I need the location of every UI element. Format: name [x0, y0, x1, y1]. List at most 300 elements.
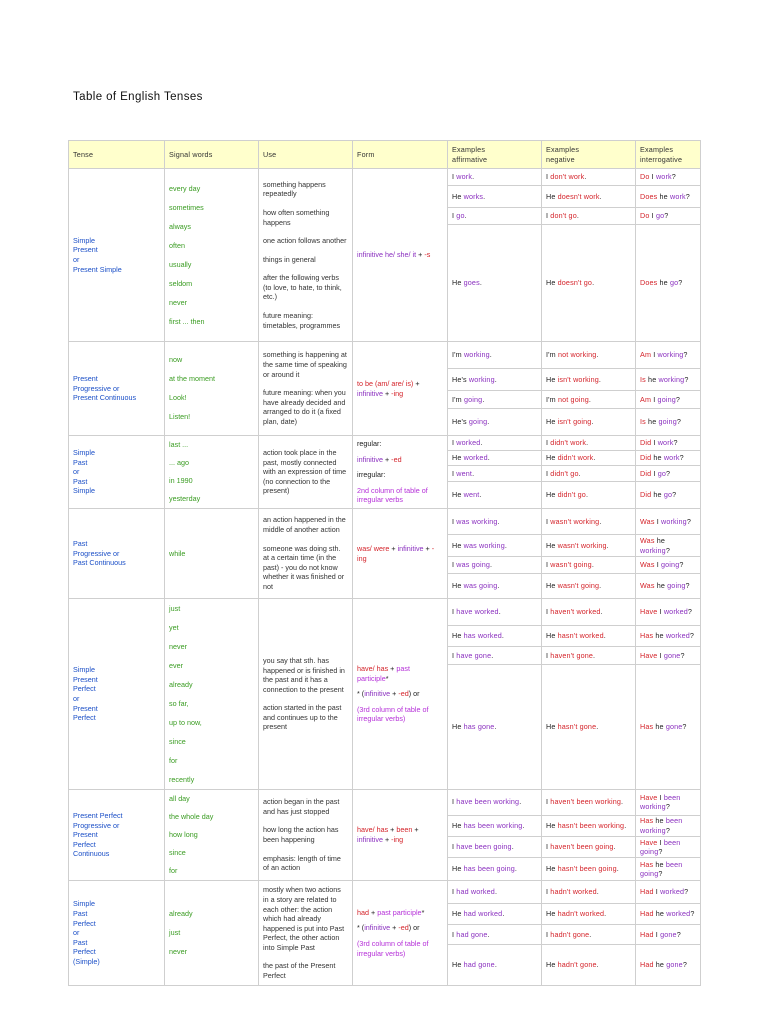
example-affirmative-part: .	[487, 417, 490, 427]
signal-word: for	[169, 866, 178, 876]
example-affirmative	[448, 858, 542, 881]
header-tense	[69, 141, 165, 169]
example-interrogative-part: Am	[640, 394, 652, 404]
example-affirmative-part: .	[494, 722, 497, 732]
example-affirmative-part: He	[452, 490, 464, 500]
signal-word: so far,	[169, 698, 189, 708]
example-interrogative-part: Did	[640, 438, 652, 447]
example-interrogative-part: I	[651, 394, 658, 404]
example-negative-part: .	[613, 842, 616, 852]
example-interrogative-part: I	[649, 172, 656, 182]
example-affirmative	[448, 904, 542, 925]
use-item: something is happening at the same time of speaking or around it	[263, 350, 347, 379]
form-part: have/ has	[357, 825, 389, 835]
example-affirmative-part: worked	[456, 438, 481, 447]
example-interrogative-part: ?	[679, 453, 684, 463]
example-negative-part: .	[599, 516, 602, 526]
tense-name: Present Progressive or Present Continuous	[73, 374, 137, 403]
example-negative	[542, 858, 636, 881]
example-negative-part: .	[624, 820, 627, 830]
example-negative	[542, 625, 636, 646]
tense-name: Past Progressive or Past Continuous	[73, 539, 126, 568]
header-use	[259, 141, 353, 169]
example-affirmative-part: .	[482, 394, 485, 404]
example-interrogative-part: he	[657, 191, 670, 201]
example-interrogative-part: ?	[682, 722, 687, 732]
form-line	[357, 689, 443, 699]
example-interrogative	[636, 881, 701, 904]
example-affirmative-part: have been going	[456, 842, 512, 852]
signal-word: in 1990	[169, 476, 193, 486]
header-examples-affirmative-label: Examples affirmative	[452, 144, 488, 164]
example-affirmative-part: .	[472, 468, 475, 478]
form-cell	[353, 881, 448, 986]
form-part: (3rd column of table of irregular verbs)	[357, 939, 429, 958]
example-affirmative-part: was working	[463, 540, 505, 550]
example-affirmative-part: had worked	[463, 909, 503, 919]
form-part: +	[413, 378, 420, 388]
example-interrogative	[636, 925, 701, 945]
use-item: things in general	[263, 254, 316, 264]
use-item: something happens repeatedly	[263, 179, 326, 199]
example-negative-part: .	[596, 350, 599, 360]
example-negative-part: He	[546, 490, 558, 500]
example-negative	[542, 837, 636, 858]
example-affirmative-part: I	[452, 560, 457, 570]
example-interrogative-part: work	[657, 438, 674, 447]
example-interrogative-part: work	[655, 172, 672, 182]
example-negative-part: He	[546, 191, 558, 201]
example-affirmative-part: He	[452, 960, 464, 970]
signal-word: already	[169, 679, 193, 689]
example-interrogative-part: Is	[640, 417, 646, 427]
example-negative-part: .	[589, 929, 592, 939]
use-item: someone was doing sth. at a certain time (in the past) - you do not know whether it was finished or not	[263, 543, 345, 591]
example-interrogative-part: he	[653, 722, 666, 732]
example-affirmative	[448, 186, 542, 208]
signal-word: just	[169, 928, 181, 938]
example-affirmative-part: I	[452, 172, 457, 182]
example-interrogative	[636, 169, 701, 186]
example-affirmative-part: has been going	[463, 864, 515, 874]
example-affirmative-part: He	[452, 864, 464, 874]
example-affirmative	[448, 208, 542, 225]
use-item: action took place in the past, mostly connected with an expression of time (no connection to the present)	[263, 448, 347, 496]
example-interrogative-part: ?	[690, 909, 695, 919]
example-affirmative-part: was going	[463, 581, 498, 591]
example-interrogative-part: gone	[663, 650, 681, 660]
example-interrogative-part: Had	[640, 887, 654, 897]
form-part: been	[396, 825, 413, 835]
example-interrogative-part: going	[657, 394, 676, 404]
form-part: past participle	[357, 664, 410, 683]
example-negative-part: haven't been working	[550, 797, 621, 807]
example-negative-part: .	[596, 722, 599, 732]
example-interrogative	[636, 790, 701, 816]
example-interrogative-part: ?	[682, 960, 687, 970]
table-row	[69, 342, 701, 369]
example-negative-part: I	[546, 797, 551, 807]
example-interrogative-part: working	[661, 516, 687, 526]
example-negative-part: .	[591, 560, 594, 570]
example-affirmative-part: He	[452, 581, 464, 591]
example-negative-part: .	[592, 278, 595, 288]
example-affirmative-part: goes	[463, 278, 480, 288]
example-negative-part: isn't going	[557, 417, 592, 427]
example-negative-part: hasn't worked	[557, 631, 604, 641]
example-affirmative-part: .	[490, 560, 493, 570]
signal-words-cell	[165, 509, 259, 599]
example-interrogative	[636, 450, 701, 466]
table-row	[69, 790, 701, 816]
example-negative-part: He	[546, 540, 558, 550]
use-cell	[259, 790, 353, 881]
form-line	[357, 825, 443, 844]
signal-word: Listen!	[169, 412, 191, 422]
example-affirmative-part: working	[468, 374, 495, 384]
form-part: *	[421, 907, 425, 917]
example-negative-part: hadn't gone	[550, 929, 590, 939]
form-line	[357, 470, 443, 480]
example-interrogative	[636, 837, 701, 858]
signal-word: never	[169, 297, 187, 307]
table-row	[69, 509, 701, 535]
signal-word: while	[169, 548, 186, 558]
example-negative	[542, 881, 636, 904]
example-negative-part: I	[546, 929, 551, 939]
example-affirmative-part: I	[452, 842, 457, 852]
signal-word: never	[169, 947, 187, 957]
example-negative-part: didn't go	[550, 468, 579, 478]
example-negative	[542, 342, 636, 369]
example-negative-part: .	[588, 394, 592, 404]
example-negative-part: hasn't gone	[557, 722, 597, 732]
header-examples-affirmative	[448, 141, 542, 169]
form-part: to be (am/ are/ is)	[357, 378, 414, 388]
example-negative-part: doesn't go	[557, 278, 593, 288]
example-interrogative	[636, 945, 701, 986]
header-tense-label: Tense	[73, 149, 94, 159]
form-part: 2nd column of table of irregular verbs	[357, 485, 428, 505]
example-interrogative-part: working	[658, 374, 685, 384]
example-affirmative-part: went	[456, 468, 473, 478]
example-interrogative-part: ?	[664, 211, 669, 221]
header-row	[69, 141, 701, 169]
example-affirmative-part: .	[494, 374, 497, 384]
example-affirmative	[448, 369, 542, 391]
example-negative-part: isn't working	[557, 374, 599, 384]
example-interrogative-part: Did	[640, 468, 652, 478]
example-affirmative-part: I	[452, 468, 457, 478]
example-negative-part: He	[546, 417, 558, 427]
form-line	[357, 664, 443, 683]
example-affirmative-part: .	[464, 211, 467, 221]
form-part: -ed	[398, 923, 409, 933]
example-interrogative-part: ?	[676, 417, 681, 427]
example-interrogative	[636, 208, 701, 225]
form-part: have/ has	[357, 664, 389, 674]
example-interrogative-part: Does	[640, 191, 658, 201]
signal-word: last ...	[169, 440, 189, 450]
signal-word: Look!	[169, 393, 187, 403]
example-negative	[542, 186, 636, 208]
use-item: how often something happens	[263, 207, 330, 227]
example-affirmative-part: He	[452, 722, 464, 732]
example-affirmative-part: has gone	[463, 722, 495, 732]
example-interrogative-part: going	[658, 417, 677, 427]
example-interrogative-part: I	[653, 887, 661, 897]
example-affirmative-part: .	[487, 929, 490, 939]
tense-cell	[69, 599, 165, 790]
example-interrogative-part: ?	[679, 560, 684, 570]
use-item: mostly when two actions in a story are related to each other: the action which had already happened is put into Past Perfect, the other action into Simple Past	[263, 885, 345, 952]
example-affirmative	[448, 790, 542, 816]
form-line	[357, 455, 443, 465]
example-interrogative-part: he	[653, 859, 666, 869]
example-negative-part: don't go	[550, 211, 577, 221]
example-interrogative-part: I	[651, 468, 658, 478]
use-item: after the following verbs (to love, to hate, to think, etc.)	[263, 273, 342, 302]
example-interrogative-part: I	[657, 837, 664, 847]
example-interrogative-part: ?	[689, 631, 695, 641]
table-body	[69, 169, 701, 986]
form-part: ) or	[408, 923, 420, 933]
tense-name: Simple Past Perfect or Past Perfect (Simple)	[73, 899, 100, 966]
page-title: Table of English Tenses	[73, 91, 203, 103]
example-negative	[542, 450, 636, 466]
example-interrogative-part: going	[661, 560, 680, 570]
header-examples-interrogative	[636, 141, 701, 169]
example-negative-part: .	[576, 211, 580, 221]
example-affirmative-part: had gone	[456, 929, 488, 939]
use-cell	[259, 436, 353, 509]
signal-word: at the moment	[169, 374, 215, 384]
example-negative-part: .	[599, 581, 602, 591]
example-negative-part: He	[546, 909, 558, 919]
example-affirmative-part: .	[479, 490, 482, 500]
form-line	[357, 486, 443, 505]
signal-word: every day	[169, 183, 201, 193]
form-part: infinitive	[364, 923, 391, 933]
signal-word: always	[169, 221, 191, 231]
header-signal-words	[165, 141, 259, 169]
form-part: -ing	[391, 835, 404, 844]
signal-word: often	[169, 240, 185, 250]
example-interrogative	[636, 342, 701, 369]
example-interrogative-part: Does	[640, 278, 658, 288]
example-affirmative	[448, 466, 542, 482]
example-affirmative-part: .	[491, 650, 494, 660]
example-interrogative-part: Was	[640, 560, 655, 570]
example-interrogative	[636, 481, 701, 508]
example-interrogative-part: I	[653, 929, 661, 939]
example-negative-part: .	[586, 438, 589, 447]
form-part: +	[369, 907, 378, 917]
form-cell	[353, 169, 448, 342]
example-negative-part: wasn't going	[550, 560, 592, 570]
form-part: +	[388, 664, 397, 674]
example-interrogative-part: Is	[640, 374, 646, 384]
example-negative-part: .	[596, 960, 599, 970]
example-affirmative-part: I	[452, 211, 457, 221]
example-negative	[542, 925, 636, 945]
example-interrogative-part: ?	[686, 516, 691, 526]
example-affirmative-part: .	[479, 278, 482, 288]
example-affirmative-part: .	[487, 453, 490, 463]
example-affirmative-part: He	[452, 540, 464, 550]
signal-word: already	[169, 909, 193, 919]
example-interrogative-part: Has	[640, 816, 654, 826]
example-interrogative	[636, 391, 701, 409]
example-negative-part: I	[546, 607, 551, 617]
example-interrogative-part: Do	[640, 211, 650, 221]
signal-words-cell	[165, 436, 259, 509]
form-part: +	[382, 835, 392, 844]
header-examples-negative	[542, 141, 636, 169]
example-affirmative-part: .	[494, 960, 497, 970]
example-interrogative-part: ?	[665, 545, 670, 555]
signal-word: since	[169, 736, 186, 746]
example-negative-part: .	[600, 607, 603, 617]
example-affirmative-part: He	[452, 191, 464, 201]
example-affirmative	[448, 599, 542, 626]
example-affirmative	[448, 409, 542, 436]
example-negative-part: hadn't gone	[557, 960, 597, 970]
example-affirmative-part: .	[514, 864, 518, 874]
example-interrogative-part: ?	[683, 350, 688, 360]
example-negative-part: .	[596, 887, 599, 897]
example-interrogative-part: Have	[640, 792, 658, 802]
example-interrogative-part: he	[653, 909, 667, 919]
signal-word: up to now,	[169, 717, 202, 727]
signal-word: yesterday	[169, 494, 201, 504]
form-part: -s	[424, 250, 431, 260]
example-interrogative	[636, 225, 701, 342]
example-negative-part: didn't work	[557, 453, 594, 463]
use-item: how long the action has been happening	[263, 825, 339, 844]
example-interrogative-part: been working	[640, 792, 681, 812]
example-negative	[542, 665, 636, 790]
example-interrogative-part: Did	[640, 490, 652, 500]
example-interrogative-part: ?	[676, 929, 681, 939]
form-line	[357, 439, 443, 449]
example-interrogative-part: he	[645, 374, 659, 384]
example-affirmative-part: going	[463, 394, 483, 404]
example-negative-part: didn't go	[557, 490, 586, 500]
example-affirmative-part: has been working	[463, 820, 523, 830]
use-item: future meaning: timetables, programmes	[263, 311, 341, 330]
example-interrogative-part: gone	[666, 960, 683, 970]
signal-word: just	[169, 603, 181, 613]
example-affirmative	[448, 391, 542, 409]
example-interrogative-part: go	[669, 278, 679, 288]
form-part: +	[423, 543, 432, 553]
example-interrogative-part: he	[651, 453, 664, 463]
header-examples-negative-label: Examples negative	[546, 144, 580, 164]
form-part: regular:	[357, 439, 382, 449]
example-negative-part: not working	[557, 350, 597, 360]
form-part: +	[389, 543, 398, 553]
form-part: -ing	[391, 388, 404, 398]
example-interrogative-part: go	[655, 211, 665, 221]
example-affirmative	[448, 557, 542, 574]
example-negative-part: He	[546, 581, 558, 591]
form-part: irregular:	[357, 470, 386, 480]
example-affirmative	[448, 945, 542, 986]
example-affirmative	[448, 625, 542, 646]
signal-word: recently	[169, 774, 195, 784]
example-interrogative-part: ?	[658, 847, 663, 857]
example-interrogative-part: I	[649, 211, 656, 221]
example-interrogative-part: I	[651, 350, 658, 360]
example-affirmative	[448, 169, 542, 186]
example-interrogative-part: Had	[640, 929, 654, 939]
example-negative	[542, 466, 636, 482]
example-negative	[542, 535, 636, 557]
example-affirmative-part: worked	[463, 453, 488, 463]
form-cell	[353, 790, 448, 881]
example-negative-part: I	[546, 842, 551, 852]
example-interrogative-part: ?	[666, 468, 671, 478]
table-row	[69, 169, 701, 186]
example-interrogative-part: I	[651, 438, 658, 447]
example-interrogative-part: been going	[640, 837, 681, 857]
example-negative	[542, 169, 636, 186]
example-affirmative-part: He	[452, 453, 464, 463]
example-interrogative-part: worked	[660, 887, 685, 897]
example-affirmative-part: .	[522, 820, 525, 830]
example-interrogative-part: Have	[640, 650, 658, 660]
example-interrogative-part: I	[654, 560, 662, 570]
example-affirmative-part: I	[452, 516, 457, 526]
signal-words-cell	[165, 881, 259, 986]
tense-cell	[69, 342, 165, 436]
example-negative-part: .	[585, 490, 589, 500]
signal-words-cell	[165, 342, 259, 436]
example-interrogative-part: worked	[666, 909, 691, 919]
example-interrogative	[636, 409, 701, 436]
tense-cell	[69, 436, 165, 509]
use-cell	[259, 509, 353, 599]
form-line	[357, 250, 443, 260]
tense-cell	[69, 509, 165, 599]
example-negative-part: .	[598, 374, 602, 384]
example-interrogative-part: go	[663, 490, 673, 500]
example-affirmative	[448, 225, 542, 342]
example-interrogative-part: Have	[640, 607, 658, 617]
example-interrogative-part: worked	[663, 607, 688, 617]
example-affirmative-part: .	[498, 607, 501, 617]
use-cell	[259, 169, 353, 342]
signal-word: sometimes	[169, 202, 204, 212]
example-interrogative-part: ?	[671, 172, 676, 182]
example-negative-part: .	[606, 540, 609, 550]
form-line	[357, 923, 443, 933]
example-affirmative-part: He	[452, 909, 464, 919]
example-negative-part: He	[546, 722, 558, 732]
example-interrogative-part: going	[667, 581, 686, 591]
form-part: *	[385, 673, 389, 683]
example-interrogative-part: working	[657, 350, 684, 360]
example-interrogative	[636, 599, 701, 626]
use-item: future meaning: when you have already decided and arranged to do it (a fixed plan, date)	[263, 388, 346, 426]
example-negative-part: I	[546, 650, 551, 660]
example-interrogative-part: ?	[684, 374, 689, 384]
example-affirmative-part: works	[463, 191, 484, 201]
example-affirmative	[448, 436, 542, 451]
example-interrogative	[636, 625, 701, 646]
example-interrogative-part: ?	[665, 825, 670, 835]
